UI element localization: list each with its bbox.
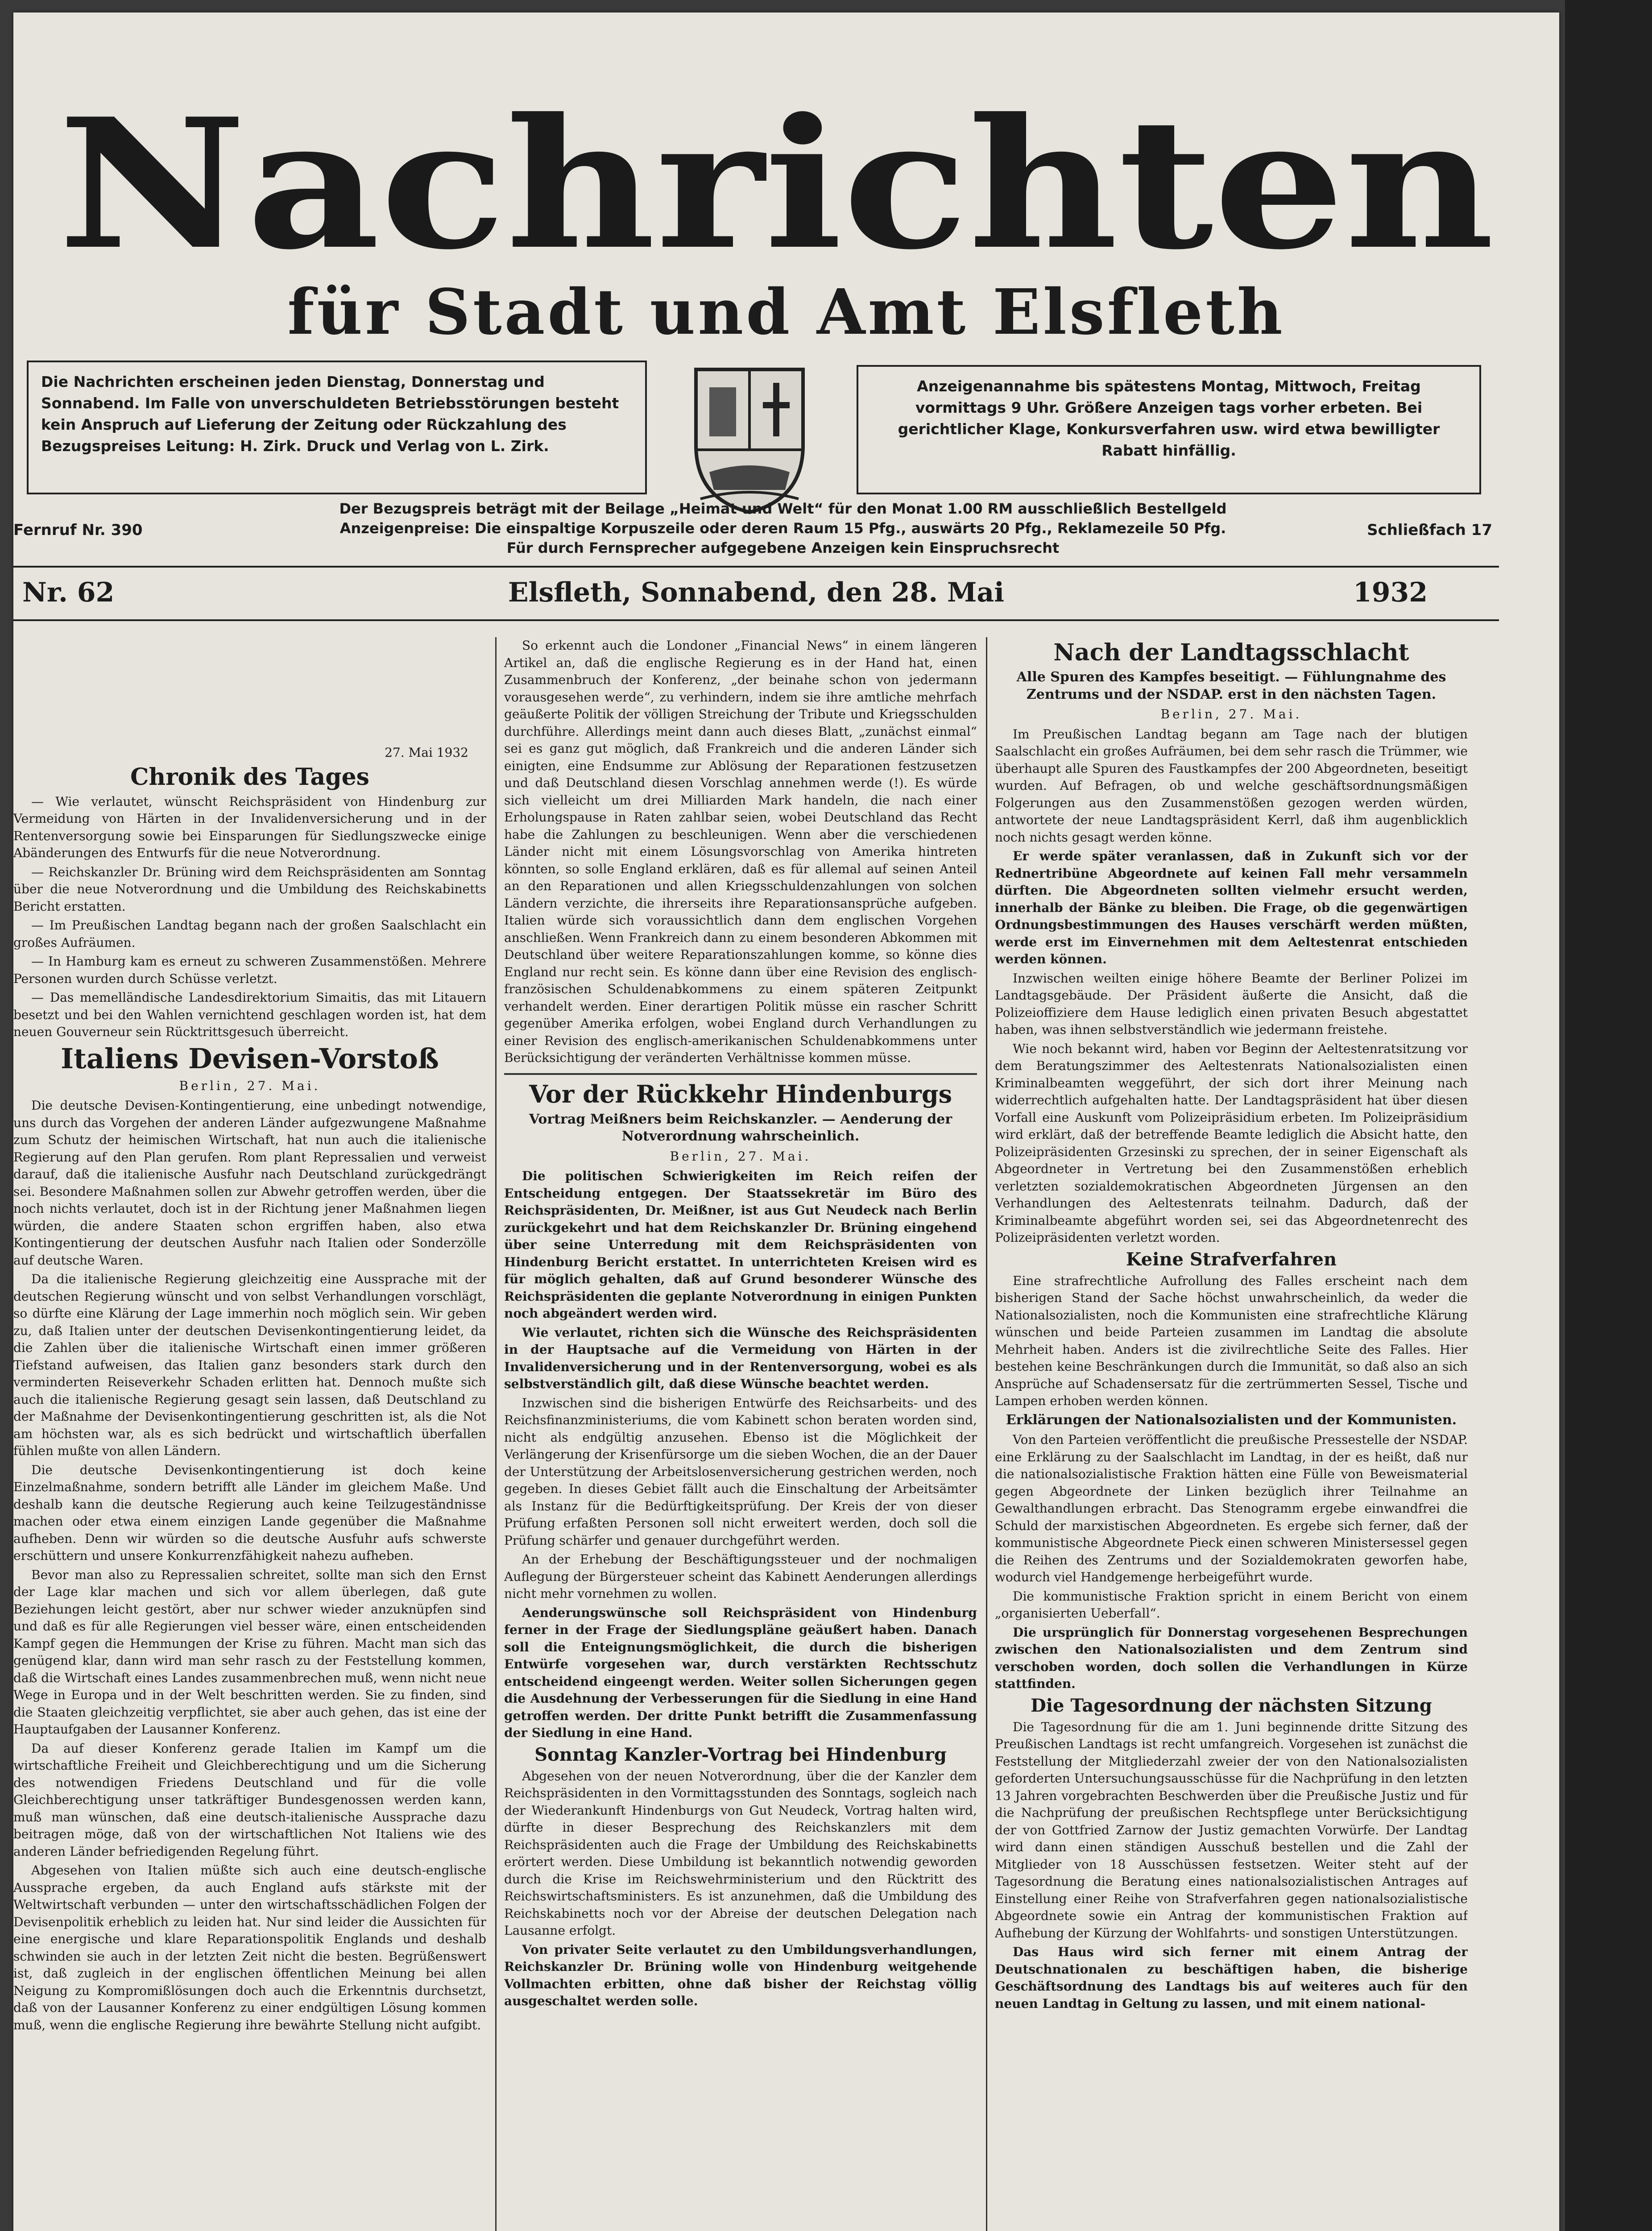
headline-sonntag: Sonntag Kanzler-Vortrag bei Hindenburg [534,1744,947,1765]
paragraph: Abgesehen von der neuen Notverordnung, über die der Kanzler dem Reichspräsidenten in den Vormittagsstunden des Sonntags, sogleich nach der Wiederankunft Hindenburgs von Gut Neudeck, Vortrag halten wird, dürfte in dieser Besprechung des Reichskanzlers mit dem Reichspräsidenten auch die Frage der Umbildung des Reichskabinetts erörtert werden. Diese Umbildung ist bekanntlich notwendig geworden durch die Krise im Reichswehrministerium und den Rücktritt des Reichswirtschaftsministers. Es ist anzunehmen, daß die Umbildung des Reichskabinetts noch vor der Abreise der deutschen Delegation nach Lausanne erfolgt. [504,1768,977,1938]
price-line-2: Anzeigenpreise: Die einspaltige Korpuszeile oder deren Raum 15 Pfg., auswärts 20 Pfg., Reklamezeile 50 Pfg. [340,520,1226,537]
publication-notice-box [27,361,647,494]
paragraph: An der Erhebung der Beschäftigungssteuer und der nochmaligen Auflegung der Bürgersteuer scheint das Kabinett Aenderungen allerdings nicht mehr vornehmen zu wollen. [504,1552,977,1601]
masthead-subtitle: für Stadt und Amt Elsfleth [287,276,1285,349]
headline-landtag: Nach der Landtagsschlacht [1053,639,1409,666]
paragraph: Von den Parteien veröffentlicht die preußische Pressestelle der NSDAP. eine Erklärung zu der Saalschlacht im Landtag, in der es heißt, daß nur die nationalsozialistische Fraktion hätten eine Fülle von Beweismaterial gegen Abgeordnete der Linken bezüglich ihrer Teilnahme an Gewalthandlungen erbracht. Das Stenogramm ergebe einwandfrei die Schuld der marxistischen Abgeordneten. Es ergebe sich ferner, daß der kommunistische Abgeordnete Pieck einen schweren Ministersessel gegen die Reihen des Zentrums und der Sozialdemokraten geworfen habe, wodurch viel Handgemenge herbeigeführt wurde. [995,1432,1468,1585]
scan-background [1565,0,1652,2231]
paragraph: Die kommunistische Fraktion spricht in einem Bericht von einem „organisierten Ueberfall“. [995,1588,1468,1621]
newspaper-page [13,12,1559,2231]
column-3 [995,637,1468,2231]
paragraph: — Reichskanzler Dr. Brüning wird dem Reichspräsidenten am Sonntag über die neue Notverordnung und die Umbildung des Reichskabinetts Bericht erstatten. [13,864,486,914]
masthead-title-text: Nachrichten [58,100,1495,278]
paragraph: Die deutsche Devisen-Kontingentierung, eine unbedingt notwendige, uns durch das Vorgehen der anderen Länder aufgezwungene Maßnahme zum Schutz der heimischen Wirtschaft, hat nun auch die italienische Regierung auf den Plan gerufen. Rom plant Repressalien und verweist darauf, daß die italienische Ausfuhr nach Deutschland zurückgedrängt sei. Besondere Maßnahmen sollen zur Abwehr getroffen werden, über die noch nichts verlautet, doch ist in der Richtung jener Maßnahmen liegen würden, die andere Staaten schon ergriffen haben, also etwa Kontingentierung der deutschen Ausfuhr nach Italien oder Sonderzölle auf deutsche Waren. [13,1098,486,1268]
subheadline-landtag: Alle Spuren des Kampfes beseitigt. — Fühlungnahme des Zentrums und der NSDAP. erst in den nächsten Tagen. [1016,669,1446,702]
divider [504,1073,977,1075]
paragraph: — Das memelländische Landesdirektorium Simaitis, das mit Litauern besetzt und bei den Wahlen vernichtend geschlagen worden ist, hat dem neuen Gouverneur sein Rücktrittsgesuch überreicht. [13,990,486,1040]
paragraph: Da auf dieser Konferenz gerade Italien im Kampf um die wirtschaftliche Freiheit und Gleichberechtigung und um die Sicherung des notwendigen Friedens Deutschland und für die volle Gleichberechtigung unser tatkräftiger Bundesgenossen werden kann, muß man wünschen, daß eine deutsch-italienische Aussprache dazu beitragen möge, daß von der wirtschaftlichen Not Italiens wie des anderen Länder befriedigenden Regelung führt. [13,1741,486,1859]
paragraph: Wie noch bekannt wird, haben vor Beginn der Aeltestenratsitzung vor dem Beratungszimmer des Aeltestenrats Nationalsozialisten einen Kriminalbeamten weggeführt, der sich dort ihrer Meinung nach widerrechtlich aufgehalten hatte. Der Landtagspräsident hat über diesen Vorfall eine Auskunft vom Polizeipräsidium erbeten. Im Polizeipräsidium wird erklärt, daß der betreffende Beamte lediglich die Absicht hatte, den Polizeipräsidenten Grzesinski zu sprechen, der in seiner Eigenschaft als Abgeordneter in Vertretung bei den Zusammenstößen erheblich verletzten sozialdemokratischen Abgeordneten Jürgensen an den Verhandlungen des Aeltestenrats teilnahm. Dadurch, daß der Kriminalbeamte abgeführt worden sei, sei das Abgeordnetenrecht des Polizeipräsidenten verletzt worden. [995,1041,1468,1245]
paragraph: Er werde später veranlassen, daß in Zukunft sich vor der Rednertribüne Abgeordnete auf keinen Fall mehr versammeln dürften. Die Abgeordneten sollten vielmehr ersucht werden, innerhalb der Bänke zu bleiben. Die Frage, ob die gegenwärtigen Ordnungsbestimmungen des Hauses verschärft werden müßten, werde erst im Einvernehmen mit dem Aeltestenrat entschieden werden können. [995,849,1468,967]
price-info [192,499,1374,558]
subheadline-erklaerungen: Erklärungen der Nationalsozialisten und der Kommunisten. [1006,1412,1457,1428]
paragraph: Wie verlautet, richten sich die Wünsche des Reichspräsidenten in der Hauptsache auf die Vermeidung von Härten in der Invalidenversicherung und in der Rentenversorgung, wobei es als selbstverständlich gilt, daß diese Wünsche beachtet werden. [504,1325,977,1392]
elsfleth-coat-of-arms [683,356,816,517]
paragraph: Abgesehen von Italien müßte sich auch eine deutsch-englische Aussprache ergeben, da auch England aufs stärkste mit der Weltwirtschaft verbunden — unter den wirtschaftsschädlichen Folgen der Devisenpolitik erheblich zu leiden hat. Nur sind leider die Aussichten für eine energische und klare Reparationspolitik Englands und deshalb schwinden sie auch in der letzten Zeit nicht die besten. Begrüßenswert ist, daß zugleich in der englischen öffentlichen Meinung bei allen Neigung zu Kompromißlösungen doch auch die Erkenntnis durchsetzt, daß von der Lausanner Konferenz zu einer endgültigen Lösung kommen muß, wenn die englische Regierung ihre bewährte Stellung nicht aufgibt. [13,1863,486,2032]
headline-keine-strafverfahren: Keine Strafverfahren [1126,1248,1337,1270]
column-divider [986,637,987,2231]
paragraph: Inzwischen weilten einige höhere Beamte der Berliner Polizei im Landtagsgebäude. Der Präsident äußerte die Ansicht, daß die Polizeioffiziere dem Hause lediglich einen privaten Besuch abgestattet haben, was ihnen selbstverständlich wie jedermann freistehe. [995,970,1468,1037]
publication-notice: Die Nachrichten erscheinen jeden Dienstag, Donnerstag und Sonnabend. Im Falle von unverschuldeten Betriebsstörungen besteht kein Anspruch auf Lieferung der Zeitung oder Rückzahlung des Bezugspreises Leitung: H. Zirk. Druck und Verlag von L. Zirk. [41,373,619,455]
column-2 [504,637,977,2231]
dateline-berlin: Berlin, 27. Mai. [1160,707,1302,722]
price-line-3: Für durch Fernsprecher aufgegebene Anzeigen kein Einspruchsrecht [506,539,1060,556]
phone-number: Fernruf Nr. 390 [13,521,143,539]
issue-year: 1932 [1353,577,1428,608]
paragraph: Die deutsche Devisenkontingentierung ist doch keine Einzelmaßnahme, sondern betrifft alle Länder im gleichem Maße. Und deshalb kann die deutsche Regierung auch keine Teilzugeständnisse machen oder etwa einem einzigen Lande gegenüber die Maßnahme aufheben. Denn wir würden so die deutsche Ausfuhr aufs schwerste erschüttern und unsere Konkurrenzfähigkeit nahezu aufheben. [13,1462,486,1563]
issue-number: Nr. 62 [22,577,115,608]
price-line-1: Der Bezugspreis beträgt mit der Beilage „Heimat und Welt“ für den Monat 1.00 RM ausschließlich Bestellgeld [339,500,1227,517]
headline-tagesordnung: Die Tagesordnung der nächsten Sitzung [1031,1695,1432,1716]
paragraph: Die politischen Schwierigkeiten im Reich reifen der Entscheidung entgegen. Der Staatssekretär im Büro des Reichspräsidenten, Dr. Meißner, ist aus Gut Neudeck nach Berlin zurückgekehrt und hat dem Reichskanzler Dr. Brüning eingehend über seine Unterredung mit dem Reichspräsidenten von Hindenburg Bericht erstattet. In unterrichteten Kreisen wird es für möglich gehalten, daß auf Grund besonderer Wünsche des Reichspräsidenten die geplante Notverordnung in einigen Punkten noch abgeändert werden wird. [504,1169,977,1321]
paragraph: So erkennt auch die Londoner „Financial News“ in einem längeren Artikel an, daß die englische Regierung es in der Hand hat, einen Zusammenbruch der Konferenz, „der beinahe schon von jedermann vorausgesehen werde“, zu verhindern, indem sie ihre amtliche mehrfach geäußerte Politik der völligen Streichung der Tribute und Kriegsschulden durchführe. Allerdings meint dann auch dieses Blatt, „zunächst einmal“ sei es ganz gut möglich, daß Frankreich und die anderen Länder sich einigten, eine Endsumme zur Ablösung der Reparationen festzusetzen und daß Deutschland diesen Vorschlag annehmen werde (!). Es würde sich vielleicht um drei Milliarden Mark handeln, die nach einer Erholungspause in Raten zahlbar seien, wobei Deutschland das Recht habe die Zahlungen zu beschleunigen. Wenn aber die verschiedenen Länder nicht mit einem Lösungsvorschlag von Amerika hintreten könnten, so solle England erklären, daß es für allemal auf seinen Anteil an den Reparationen und allen Kriegsschuldenzahlungen von solchen Ländern verzichte, die ihrerseits ihre Reparationsansprüche aufgeben. Italien würde sich voraussichtlich dann dem englischen Vorgehen anschließen. Wenn Frankreich dann zu einem besonderen Abkommen mit Deutschland über weitere Reparationszahlungen komme, so könne dies England nur recht sein. Es könne dann über eine Revision des englisch-französischen Schuldenabkommens zu einem späteren Zeitpunkt verhandelt werden. Einer derartigen Politik müsse ein rascher Schritt gegenüber Amerika erfolgen, wobei England durch Verhandlungen zu einer Revision des englisch-amerikanischen Schuldenabkommens unter Berücksichtigung der veränderten Verhältnisse kommen müsse. [504,638,977,1065]
paragraph: Aenderungswünsche soll Reichspräsident von Hindenburg ferner in der Frage der Siedlungspläne geäußert haben. Danach soll die Enteignungsmöglichkeit, die durch die bisherigen Entwürfe vorgesehen war, durch verstärkten Rechtsschutz entscheidend eingeengt werden. Weiter sollen Sicherungen gegen die Ausdehnung der Verbesserungen für die Siedlung in eine Hand getroffen werden. Der dritte Punkt betrifft die Zusammenfassung der Siedlung in eine Hand. [504,1605,977,1741]
divider [13,619,1499,621]
paragraph: Da die italienische Regierung gleichzeitig eine Aussprache mit der deutschen Regierung wünscht und von selbst Verhandlungen vorschlägt, so dürfte eine Klärung der Lage immerhin noch möglich sein. Wir geben zu, daß Italien unter der deutschen Devisenkontingentierung leidet, da die Zahlen über die italienische Wirtschaft einen immer größeren Tiefstand aufweisen, das Italien ganz besonders stark durch den verminderten Reiseverkehr Schaden erlitten hat. Dennoch mußte sich auch die italienische Regierung gesagt sein lassen, daß Deutschland zu der Maßnahme der Devisenkontingentierung geschritten ist, als die Not am höchsten war, als es sich bedrückt und wirtschaftlich überfallen fühlen mußte von allen Ländern. [13,1272,486,1459]
paragraph: Die ursprünglich für Donnerstag vorgesehenen Besprechungen zwischen den Nationalsozialisten und dem Zentrum sind verschoben worden, doch sollen die Verhandlungen in Kürze stattfinden. [995,1625,1468,1692]
ads-notice-box [857,365,1481,494]
column-1 [13,637,486,2231]
paragraph: Inzwischen sind die bisherigen Entwürfe des Reichsarbeits- und des Reichsfinanzministeriums, die vom Kabinett schon beraten worden sind, nicht als endgültig anzusehen. Ebenso ist die Möglichkeit der Verlängerung der Krisenfürsorge um die sieben Wochen, die an der Dauer der Unterstützung der Arbeitslosenversicherung gestrichen werden, noch gegeben. In dieses Gebiet fällt auch die Einschaltung der Arbeitsämter als Instanz für die Bedürftigkeitsprüfung. Der Kreis der von dieser Prüfung erfaßten Personen soll nicht erweitert werden, doch soll die Prüfung schärfer und genauer durchgeführt werden. [504,1395,977,1548]
paragraph: Von privater Seite verlautet zu den Umbildungsverhandlungen, Reichskanzler Dr. Brüning wolle von Hindenburg weitgehende Vollmachten erbitten, ohne daß bisher der Reichstag völlig ausgeschaltet werden solle. [504,1942,977,2009]
paragraph: Eine strafrechtliche Aufrollung des Falles erscheint nach dem bisherigen Stand der Sache höchst unwahrscheinlich, da weder die Nationalsozialisten, noch die Kommunisten eine strafrechtliche Klärung wünschen und beide Parteien zusammen im Landtag die absolute Mehrheit haben. Anders ist die zivilrechtliche Seite des Falles. Hier bestehen keine Beschränkungen durch die Immunität, so daß also an sich Ansprüche auf Schadensersatz für die zertrümmerten Sessel, Tische und Lampen erhoben werden können. [995,1273,1468,1409]
paragraph: — Wie verlautet, wünscht Reichspräsident von Hindenburg zur Vermeidung von Härten in der Invalidenversicherung und in der Rentenversorgung sowie bei Einsparungen für Siedlungszwecke einige Abänderungen des Entwurfs für die neue Notverordnung. [13,794,486,861]
divider [13,566,1499,568]
masthead-title [49,100,1503,278]
dateline-berlin: Berlin, 27. Mai. [670,1149,812,1164]
ads-notice: Anzeigenannahme bis spätestens Montag, Mittwoch, Freitag vormittags 9 Uhr. Größere Anzeigen tags vorher erbeten. Bei gerichtlicher Klage, Konkursverfahren usw. wird etwa bewilligter Rabatt hinfällig. [898,377,1440,459]
dateline-berlin: Berlin, 27. Mai. [179,1078,321,1093]
place-date: Elsfleth, Sonnabend, den 28. Mai [508,577,1005,608]
paragraph: Im Preußischen Landtag begann am Tage nach der blutigen Saalschlacht ein großes Aufräumen, bei dem sehr rasch die Trümmer, wie überhaupt alle Spuren des Faustkampfes der 200 Abgeordneten, beseitigt wurden. Auf Befragen, ob und welche geschäftsordnungsmäßigen Folgerungen aus den Zusammenstößen gezogen werden würden, antwortete der neue Landtagspräsident Kerrl, daß ihm augenblicklich noch nichts gesagt werden könne. [995,726,1468,845]
paragraph: Die Tagesordnung für die am 1. Juni beginnende dritte Sitzung des Preußischen Landtags ist recht umfangreich. Vorgesehen ist zunächst die Feststellung der Mitgliederzahl zweier der von den Nationalsozialisten geforderten Untersuchungsausschüsse für die Nachprüfung in den letzten 13 Jahren vorgebrachten Beschwerden über die Preußische Justiz und für die Nachprüfung der preußischen Rechtspflege unter Berücksichtigung der von Gottfried Zarnow der Justiz gemachten Vorwürfe. Der Landtag wird dann einen ständigen Ausschuß bestellen und die Zahl der Mitglieder von 18 Ausschüssen festsetzen. Weiter steht auf der Tagesordnung die Beratung eines nationalsozialistischen Antrages auf Einstellung einer Reihe von Strafverfahren gegen nationalsozialistische Abgeordnete sowie ein Antrag der kommunistischen Fraktion auf Aufhebung der Kürzung der Wohlfahrts- und sonstigen Unterstützungen. [995,1719,1468,1941]
headline-italien: Italiens Devisen-Vorstoß [61,1042,439,1075]
po-box: Schließfach 17 [1367,521,1492,539]
headline-chronik: Chronik des Tages [130,763,369,791]
paragraph: Bevor man also zu Repressalien schreitet, sollte man sich den Ernst der Lage klar machen und sich vor allem überlegen, daß gute Beziehungen leicht gestört, aber nur schwer wieder anzuknüpfen sind und daß es für alle Regierungen viel besser wäre, einen entscheidenden Kampf gegen die Hemmungen der Krise zu führen. Macht man sich das genügend klar, dann wird man sehr rasch zu der Feststellung kommen, daß die Wirtschaft eines Landes zusammenbrechen muß, wenn nicht neue Wege in Europa und in der Welt beschritten werden. Sie zu finden, sind die Staaten gleichzeitig verpflichtet, sie aber auch gehen, das ist eine der Hauptaufgaben der Lausanner Konferenz. [13,1567,486,1737]
paragraph: — In Hamburg kam es erneut zu schweren Zusammenstößen. Mehrere Personen wurden durch Schüsse verletzt. [13,954,486,986]
subheadline-hindenburg: Vortrag Meißners beim Reichskanzler. — Aenderung der Notverordnung wahrscheinlich. [529,1111,952,1145]
article-date: 27. Mai 1932 [385,745,468,760]
paragraph: — Im Preußischen Landtag begann nach der großen Saalschlacht ein großes Aufräumen. [13,918,486,950]
paragraph: Das Haus wird sich ferner mit einem Antrag der Deutschnationalen zu beschäftigen haben, die bisherige Geschäftsordnung des Landtags bis auf weiteres auch für den neuen Landtag in Geltung zu lassen, und mit einem national- [995,1945,1468,2011]
headline-hindenburg: Vor der Rückkehr Hindenburgs [529,1079,952,1108]
column-divider [495,637,497,2231]
